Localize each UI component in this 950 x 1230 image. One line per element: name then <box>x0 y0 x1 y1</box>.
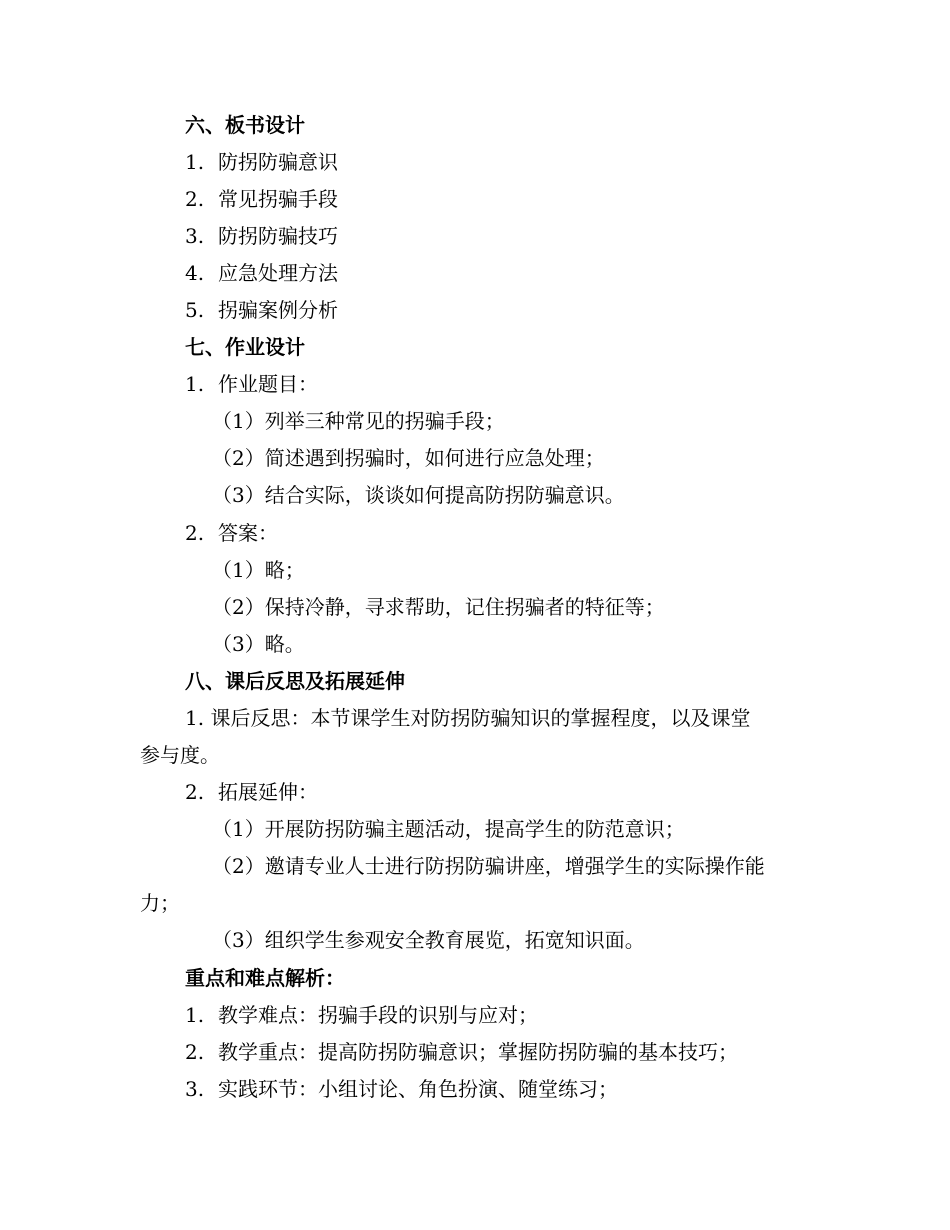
item-number: 4. <box>185 261 205 285</box>
homework-answer: （3）略。 <box>212 632 305 656</box>
item-number: 2. <box>185 521 205 545</box>
list-item <box>140 366 810 403</box>
item-text: 教学重点：提高防拐防骗意识；掌握防拐防骗的基本技巧； <box>218 1040 738 1064</box>
item-number: 1. <box>185 372 205 396</box>
section-heading-board-design: 六、板书设计 <box>185 113 305 137</box>
item-text: 拓展延伸： <box>218 780 318 804</box>
item-text: 防拐防骗技巧 <box>218 224 338 248</box>
item-number: 2. <box>185 780 205 804</box>
item-number: 5. <box>185 298 205 322</box>
item-text: 应急处理方法 <box>218 261 338 285</box>
homework-question: （2）简述遇到拐骗时，如何进行应急处理； <box>212 446 605 470</box>
extension-item: （1）开展防拐防骗主题活动，提高学生的防范意识； <box>212 817 685 841</box>
homework-answer: （2）保持冷静，寻求帮助，记住拐骗者的特征等； <box>212 595 665 619</box>
list-item <box>140 1034 810 1071</box>
item-number: 2. <box>185 1040 205 1064</box>
section-heading-key-points: 重点和难点解析： <box>185 966 345 990</box>
extension-item: （3）组织学生参观安全教育展览，拓宽知识面。 <box>212 928 645 952</box>
list-item <box>140 774 810 811</box>
item-text: 教学难点：拐骗手段的识别与应对； <box>218 1003 538 1027</box>
list-item <box>140 515 810 552</box>
item-number: 2. <box>185 187 205 211</box>
list-item <box>140 144 810 181</box>
list-item <box>140 255 810 292</box>
item-text: 拐骗案例分析 <box>218 298 338 322</box>
list-item <box>140 292 810 329</box>
item-text: 作业题目： <box>218 372 318 396</box>
reflection-paragraph-line: 参与度。 <box>140 743 220 767</box>
item-number: 3. <box>185 224 205 248</box>
homework-answer: （1）略； <box>212 558 305 582</box>
list-item <box>140 1071 810 1108</box>
list-item <box>140 218 810 255</box>
section-heading-homework-design: 七、作业设计 <box>185 335 305 359</box>
section-heading-reflection: 八、课后反思及拓展延伸 <box>185 669 405 693</box>
extension-item-continuation: 力； <box>140 891 180 915</box>
item-number: 3. <box>185 1077 205 1101</box>
homework-question: （1）列举三种常见的拐骗手段； <box>212 409 505 433</box>
extension-item: （2）邀请专业人士进行防拐防骗讲座，增强学生的实际操作能 <box>212 854 765 878</box>
list-item <box>140 997 810 1034</box>
item-number: 1. <box>185 1003 205 1027</box>
item-text: 答案： <box>218 521 278 545</box>
list-item <box>140 181 810 218</box>
item-text: 实践环节：小组讨论、角色扮演、随堂练习； <box>218 1077 618 1101</box>
reflection-paragraph-line: 1. 课后反思：本节课学生对防拐防骗知识的掌握程度，以及课堂 <box>185 706 751 730</box>
item-text: 常见拐骗手段 <box>218 187 338 211</box>
item-number: 1. <box>185 150 205 174</box>
homework-question: （3）结合实际，谈谈如何提高防拐防骗意识。 <box>212 483 625 507</box>
item-text: 防拐防骗意识 <box>218 150 338 174</box>
